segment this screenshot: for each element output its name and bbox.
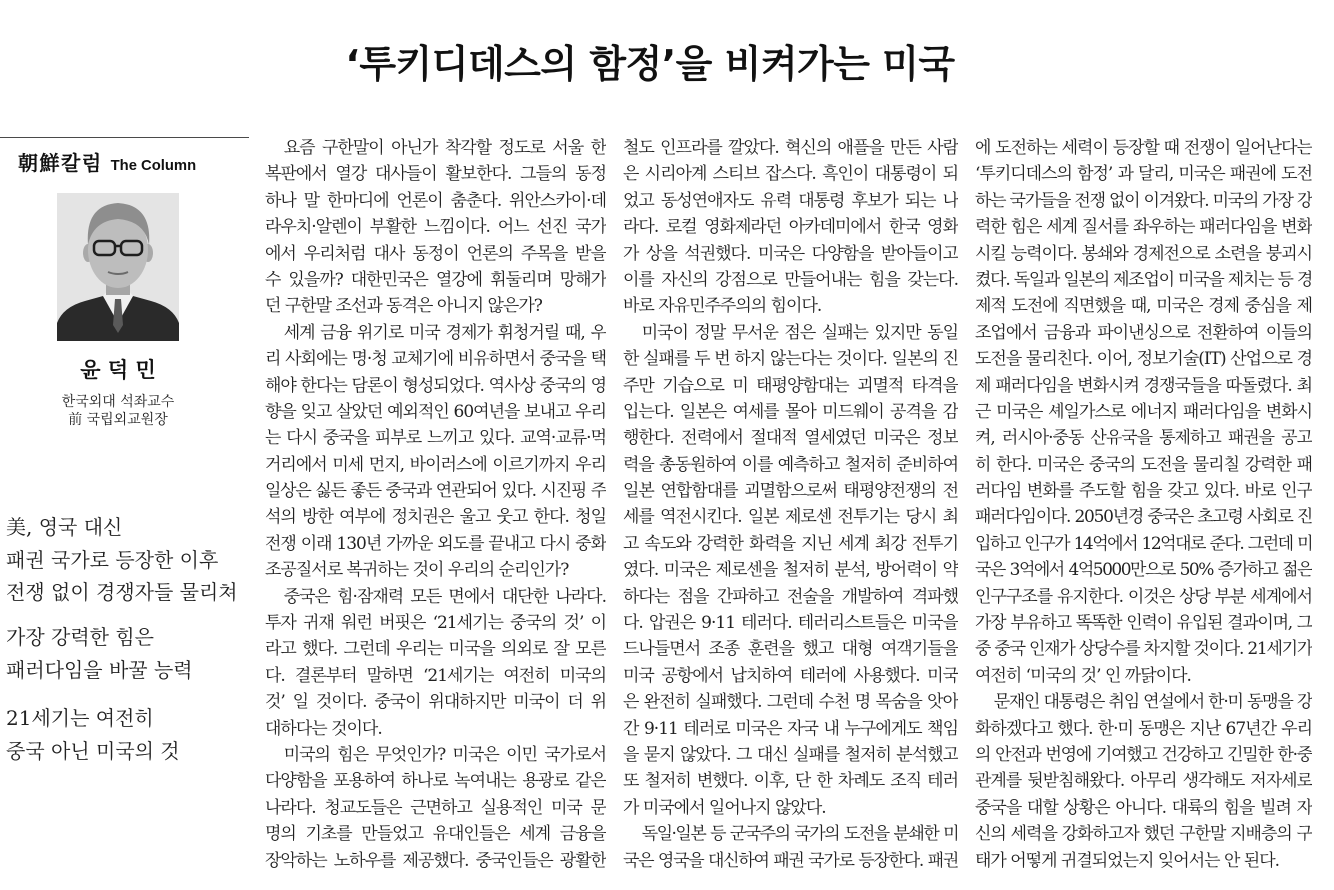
pull-quote-line: 패러다임을 바꿀 능력 [6, 657, 193, 682]
body-line: 국은 3억에서 4억5000만으로 50% 증가하고 젊은 [975, 560, 1312, 581]
body-line: 하나 말 한마디에 언론이 춤춘다. 위안스카이·데 [265, 190, 606, 211]
body-line: 인구구조를 유지한다. 이것은 상당 부분 세계에서 [975, 586, 1312, 607]
body-line: 대하다는 것이다. [265, 718, 382, 739]
body-line: 도전을 물리친다. 이어, 정보기술(IT) 산업으로 경 [975, 349, 1312, 370]
body-line: 전쟁 이래 130년 가까운 외도를 끝내고 다시 중화 [265, 533, 606, 554]
body-line: 주만 기습으로 미 태평양함대는 괴멸적 타격을 [623, 375, 958, 396]
body-line: 은 시리아계 스티브 잡스다. 흑인이 대통령이 되 [623, 164, 958, 185]
body-line: 태가 어떻게 귀결되었는지 잊어서는 안 된다. [975, 850, 1280, 871]
body-line: 바로 자유민주주의의 힘이다. [623, 296, 822, 317]
body-line: 러다임 변화를 주도할 힘을 갖고 있다. 바로 인구 [975, 481, 1312, 502]
body-line: 라다. 로컬 영화제라던 아카데미에서 한국 영화 [623, 217, 958, 238]
pull-quote-line: 패권 국가로 등장한 이후 [6, 547, 219, 572]
pull-quote-line: 美, 영국 대신 [6, 515, 123, 539]
column-label-english: The Column [110, 158, 197, 174]
body-line: 는 다시 중국을 피부로 느끼고 있다. 교역·교류·먹 [265, 428, 606, 449]
body-line: 라우치·알렌이 부활한 느낌이다. 어느 선진 국가 [265, 217, 606, 238]
body-line: 한 실패를 두 번 하지 않는다는 것이다. 일본의 진 [623, 349, 958, 370]
body-line: 은 완전히 실패했다. 그런데 수천 명 목숨을 앗아 [623, 692, 958, 713]
body-line: 조업에서 금융과 파이낸싱으로 전환하여 이들의 [975, 322, 1312, 343]
body-line: 다. 결론부터 말하면 ‘21세기는 여전히 미국의 [265, 665, 606, 686]
body-line: 였다. 미국은 제로센을 철저히 분석, 방어력이 약 [623, 560, 958, 581]
body-line: 이를 자신의 강점으로 만들어내는 힘을 갖는다. [623, 269, 958, 290]
body-line: 미국이 정말 무서운 점은 실패는 있지만 동일 [641, 322, 958, 343]
body-line: 행한다. 전력에서 절대적 열세였던 미국은 정보 [623, 428, 958, 449]
body-column [623, 135, 958, 875]
body-line: 에서 우리처럼 대사 동정이 언론의 주목을 받을 [265, 243, 606, 264]
body-line: 다. 압권은 9·11 테러다. 테러리스트들은 미국을 [623, 613, 958, 634]
body-line: 관계를 뒷받침해왔다. 아무리 생각해도 저자세로 [975, 771, 1312, 792]
body-line: 패러다임이다. 2050년경 중국은 초고령 사회로 진 [975, 507, 1312, 528]
body-line: 문재인 대통령은 취임 연설에서 한·미 동맹을 강 [993, 692, 1312, 713]
body-line: 하는 국가들을 전쟁 없이 이겨왔다. 미국의 가장 강 [975, 190, 1312, 211]
body-line: 세를 역전시킨다. 일본 제로센 전투기는 당시 최 [623, 507, 958, 528]
author-affiliation: 한국외대 석좌교수 [61, 394, 175, 410]
body-line: 던 구한말 조선과 동격은 아니지 않은가? [265, 296, 542, 317]
body-line: 리 사회에는 명·청 교체기에 비유하면서 중국을 택 [265, 349, 606, 370]
body-line: 입하고 인구가 14억에서 12억대로 준다. 그런데 미 [975, 533, 1312, 554]
author-affiliation: 前 국립외교원장 [68, 412, 168, 428]
body-line: 라고 했다. 그런데 우리는 미국을 의외로 잘 모른 [265, 639, 606, 660]
body-line: 을 묻지 않았다. 그 대신 실패를 철저히 분석했고 [623, 744, 958, 765]
body-line: 가 미국에서 일어나지 않았다. [623, 797, 826, 818]
body-line: 국은 영국을 대신하여 패권 국가로 등장한다. 패권 [623, 850, 958, 871]
body-line: 시킬 능력이다. 봉쇄와 경제전으로 소련을 붕괴시 [975, 243, 1312, 264]
body-line: 복판에서 열강 대사들이 활보한다. 그들의 동정 [265, 164, 606, 185]
body-line: 장악하는 노하우를 제공했다. 중국인들은 광활한 [265, 850, 606, 871]
body-line: 중 중국 인재가 상당수를 차지할 것이다. 21세기가 [975, 639, 1312, 660]
pull-quote-line: 중국 아닌 미국의 것 [6, 738, 180, 763]
body-line: 가 상을 석권했다. 미국은 다양함을 받아들이고 [623, 243, 958, 264]
pull-quote-line: 전쟁 없이 경쟁자들 물리쳐 [6, 580, 238, 604]
body-line: 명의 기초를 만들었고 유대인들은 세계 금융을 [265, 824, 606, 845]
body-line: 신의 세력을 강화하고자 했던 구한말 지배층의 구 [975, 824, 1312, 845]
pull-quote [6, 702, 248, 767]
column-label [18, 150, 246, 176]
body-line: 간 9·11 테러로 미국은 자국 내 누구에게도 책임 [623, 718, 958, 739]
body-line: 켰다. 독일과 일본의 제조업이 미국을 제치는 등 경 [975, 269, 1312, 290]
body-line: 력을 총동원하여 이를 예측하고 철저히 준비하여 [623, 454, 958, 475]
pull-quote-line: 가장 강력한 힘은 [6, 625, 154, 649]
body-line: 일본 연합함대를 괴멸함으로써 태평양전쟁의 전 [623, 481, 958, 502]
body-line: 입는다. 일본은 여세를 몰아 미드웨이 공격을 감 [623, 401, 958, 422]
body-line: 거리에서 미세 먼지, 바이러스에 이르기까지 우리 [265, 454, 606, 475]
body-line: 투자 귀재 워런 버핏은 ‘21세기는 중국의 것’ 이 [265, 613, 606, 634]
body-line: 요즘 구한말이 아닌가 착각할 정도로 서울 한 [283, 138, 606, 158]
headline: ‘투키디데스의 함정’을 비켜가는 미국 [345, 42, 955, 86]
body-line: 것’ 일 것이다. 중국이 위대하지만 미국이 더 위 [265, 692, 606, 713]
body-line: 의 안전과 번영에 기여했고 건강하고 긴밀한 한·중 [975, 744, 1312, 765]
body-line: 철도 인프라를 깔았다. 혁신의 애플을 만든 사람 [623, 138, 958, 158]
column-label-name: 朝鮮칼럼 [18, 151, 103, 175]
body-line: 제적 도전에 직면했을 때, 미국은 경제 중심을 제 [975, 296, 1312, 317]
body-line: 석의 방한 여부에 정치권은 울고 웃고 한다. 청일 [265, 507, 606, 528]
body-line: ‘투키디데스의 함정’ 과 달리, 미국은 패권에 도전 [975, 164, 1312, 185]
body-line: 향을 잊고 살았던 예외적인 60여년을 보내고 우리 [265, 401, 606, 422]
body-line: 다양함을 포용하여 하나로 녹여내는 용광로 같은 [265, 771, 606, 792]
body-line: 중국은 힘·잠재력 모든 면에서 대단한 나라다. [283, 586, 606, 607]
body-line: 에 도전하는 세력이 등장할 때 전쟁이 일어난다는 [975, 138, 1312, 158]
body-line: 미국의 힘은 무엇인가? 미국은 이민 국가로서 [283, 744, 606, 765]
body-line: 여전히 ‘미국의 것’ 인 까닭이다. [975, 665, 1191, 686]
body-line: 력한 힘은 세계 질서를 좌우하는 패러다임을 변화 [975, 217, 1312, 238]
body-column [975, 135, 1312, 875]
pull-quote [6, 511, 248, 609]
body-line: 또 철저히 변했다. 이후, 단 한 차례도 조직 테러 [623, 771, 958, 792]
body-line: 중국을 대할 상황은 아니다. 대륙의 힘을 빌려 자 [975, 797, 1312, 818]
body-line: 세계 금융 위기로 미국 경제가 휘청거릴 때, 우 [283, 322, 606, 343]
body-line: 하다는 점을 간파하고 전술을 개발하여 격파했 [623, 586, 958, 607]
body-line: 수 있을까? 대한민국은 열강에 휘둘리며 망해가 [265, 269, 606, 290]
body-line: 일상은 싫든 좋든 중국과 연관되어 있다. 시진핑 주 [265, 481, 606, 502]
body-line: 었고 동성연애자도 유력 대통령 후보가 되는 나 [623, 190, 958, 211]
sidebar [0, 0, 250, 890]
body-line: 가장 부유하고 똑똑한 인력이 유입된 결과이며, 그 [975, 613, 1312, 634]
author-photo [57, 193, 179, 341]
body-line: 미국 공항에서 납치하여 테러에 사용했다. 미국 [623, 665, 958, 686]
body-line: 나라다. 청교도들은 근면하고 실용적인 미국 문 [265, 797, 606, 818]
body-column [265, 135, 606, 875]
body-line: 고 속도와 강력한 화력을 지닌 세계 최강 전투기 [623, 533, 958, 554]
pull-quote [6, 621, 248, 686]
sidebar-top-rule [0, 137, 249, 138]
body-line: 켜, 러시아·중동 산유국을 통제하고 패권을 공고 [975, 428, 1312, 449]
body-line: 제 패러다임을 변화시켜 경쟁국들을 따돌렸다. 최 [975, 375, 1312, 396]
body-line: 히 한다. 미국은 중국의 도전을 물리칠 강력한 패 [975, 454, 1312, 475]
author-name: 윤 덕 민 [80, 357, 156, 382]
body-line: 근 미국은 셰일가스로 에너지 패러다임을 변화시 [975, 401, 1312, 422]
body-line: 독일·일본 등 군국주의 국가의 도전을 분쇄한 미 [641, 824, 958, 845]
body-line: 화하겠다고 했다. 한·미 동맹은 지난 67년간 우리 [975, 718, 1312, 739]
pull-quote-line: 21세기는 여전히 [6, 706, 154, 730]
body-line: 해야 한다는 담론이 형성되었다. 역사상 중국의 영 [265, 375, 606, 396]
body-line: 드나들면서 조종 훈련을 했고 대형 여객기들을 [623, 639, 958, 660]
body-line: 조공질서로 복귀하는 것이 우리의 순리인가? [265, 560, 569, 581]
